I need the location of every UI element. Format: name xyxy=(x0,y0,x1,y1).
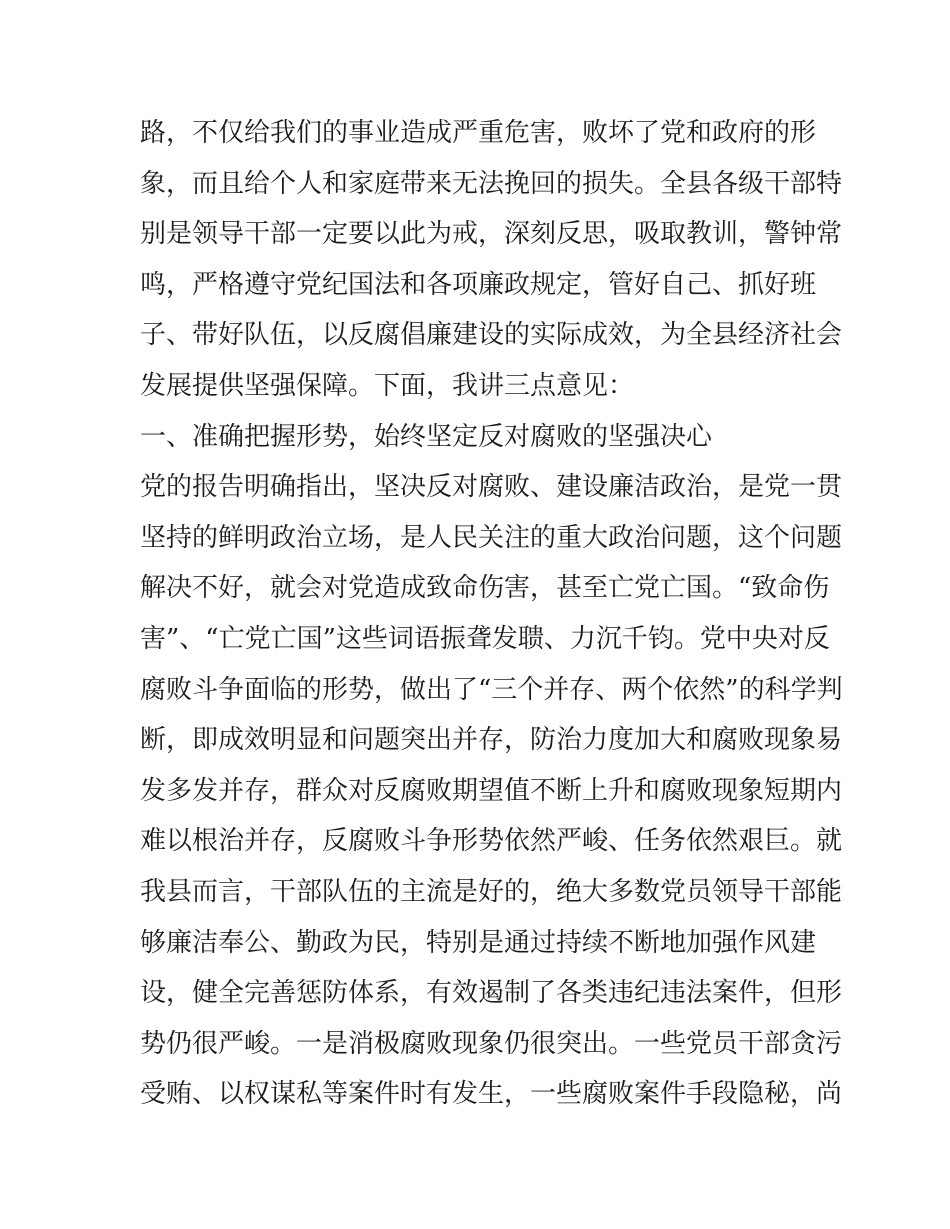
text-line: 断，即成效明显和问题突出并存，防治力度加大和腐败现象易 xyxy=(140,725,843,756)
text-line: 受贿、以权谋私等案件时有发生，一些腐败案件手段隐秘，尚 xyxy=(140,1079,843,1110)
text-line: 子、带好队伍，以反腐倡廉建设的实际成效，为全县经济社会 xyxy=(140,320,843,351)
text-line: 我县而言，干部队伍的主流是好的，绝大多数党员领导干部能 xyxy=(140,876,843,907)
text-line: 害”、“亡党亡国”这些词语振聋发聩、力沉千钧。党中央对反 xyxy=(140,623,830,654)
text-line: 够廉洁奉公、勤政为民，特别是通过持续不断地加强作风建 xyxy=(140,927,817,958)
body-text xyxy=(140,108,843,1120)
text-line: 党的报告明确指出，坚决反对腐败、建设廉洁政治，是党一贯 xyxy=(140,472,843,503)
text-line: 别是领导干部一定要以此为戒，深刻反思，吸取教训，警钟常 xyxy=(140,219,843,250)
text-line: 难以根治并存，反腐败斗争形势依然严峻、任务依然艰巨。就 xyxy=(140,826,843,857)
text-line: 鸣，严格遵守党纪国法和各项廉政规定，管好自己、抓好班 xyxy=(140,269,817,300)
text-line: 象，而且给个人和家庭带来无法挽回的损失。全县各级干部特 xyxy=(140,168,843,199)
text-line: 势仍很严峻。一是消极腐败现象仍很突出。一些党员干部贪污 xyxy=(140,1028,843,1059)
text-line: 发展提供坚强保障。下面，我讲三点意见： xyxy=(140,370,635,401)
text-line: 设，健全完善惩防体系，有效遏制了各类违纪违法案件，但形 xyxy=(140,978,843,1009)
text-line: 发多发并存，群众对反腐败期望值不断上升和腐败现象短期内 xyxy=(140,775,843,806)
text-line: 路，不仅给我们的事业造成严重危害，败坏了党和政府的形 xyxy=(140,118,817,148)
text-line: 解决不好，就会对党造成致命伤害，甚至亡党亡国。“致命伤 xyxy=(140,573,830,604)
section-heading: 一、准确把握形势，始终坚定反对腐败的坚强决心 xyxy=(140,421,713,452)
text-line: 腐败斗争面临的形势，做出了“三个并存、两个依然”的科学判 xyxy=(140,674,843,705)
text-line: 坚持的鲜明政治立场，是人民关注的重大政治问题，这个问题 xyxy=(140,522,843,553)
